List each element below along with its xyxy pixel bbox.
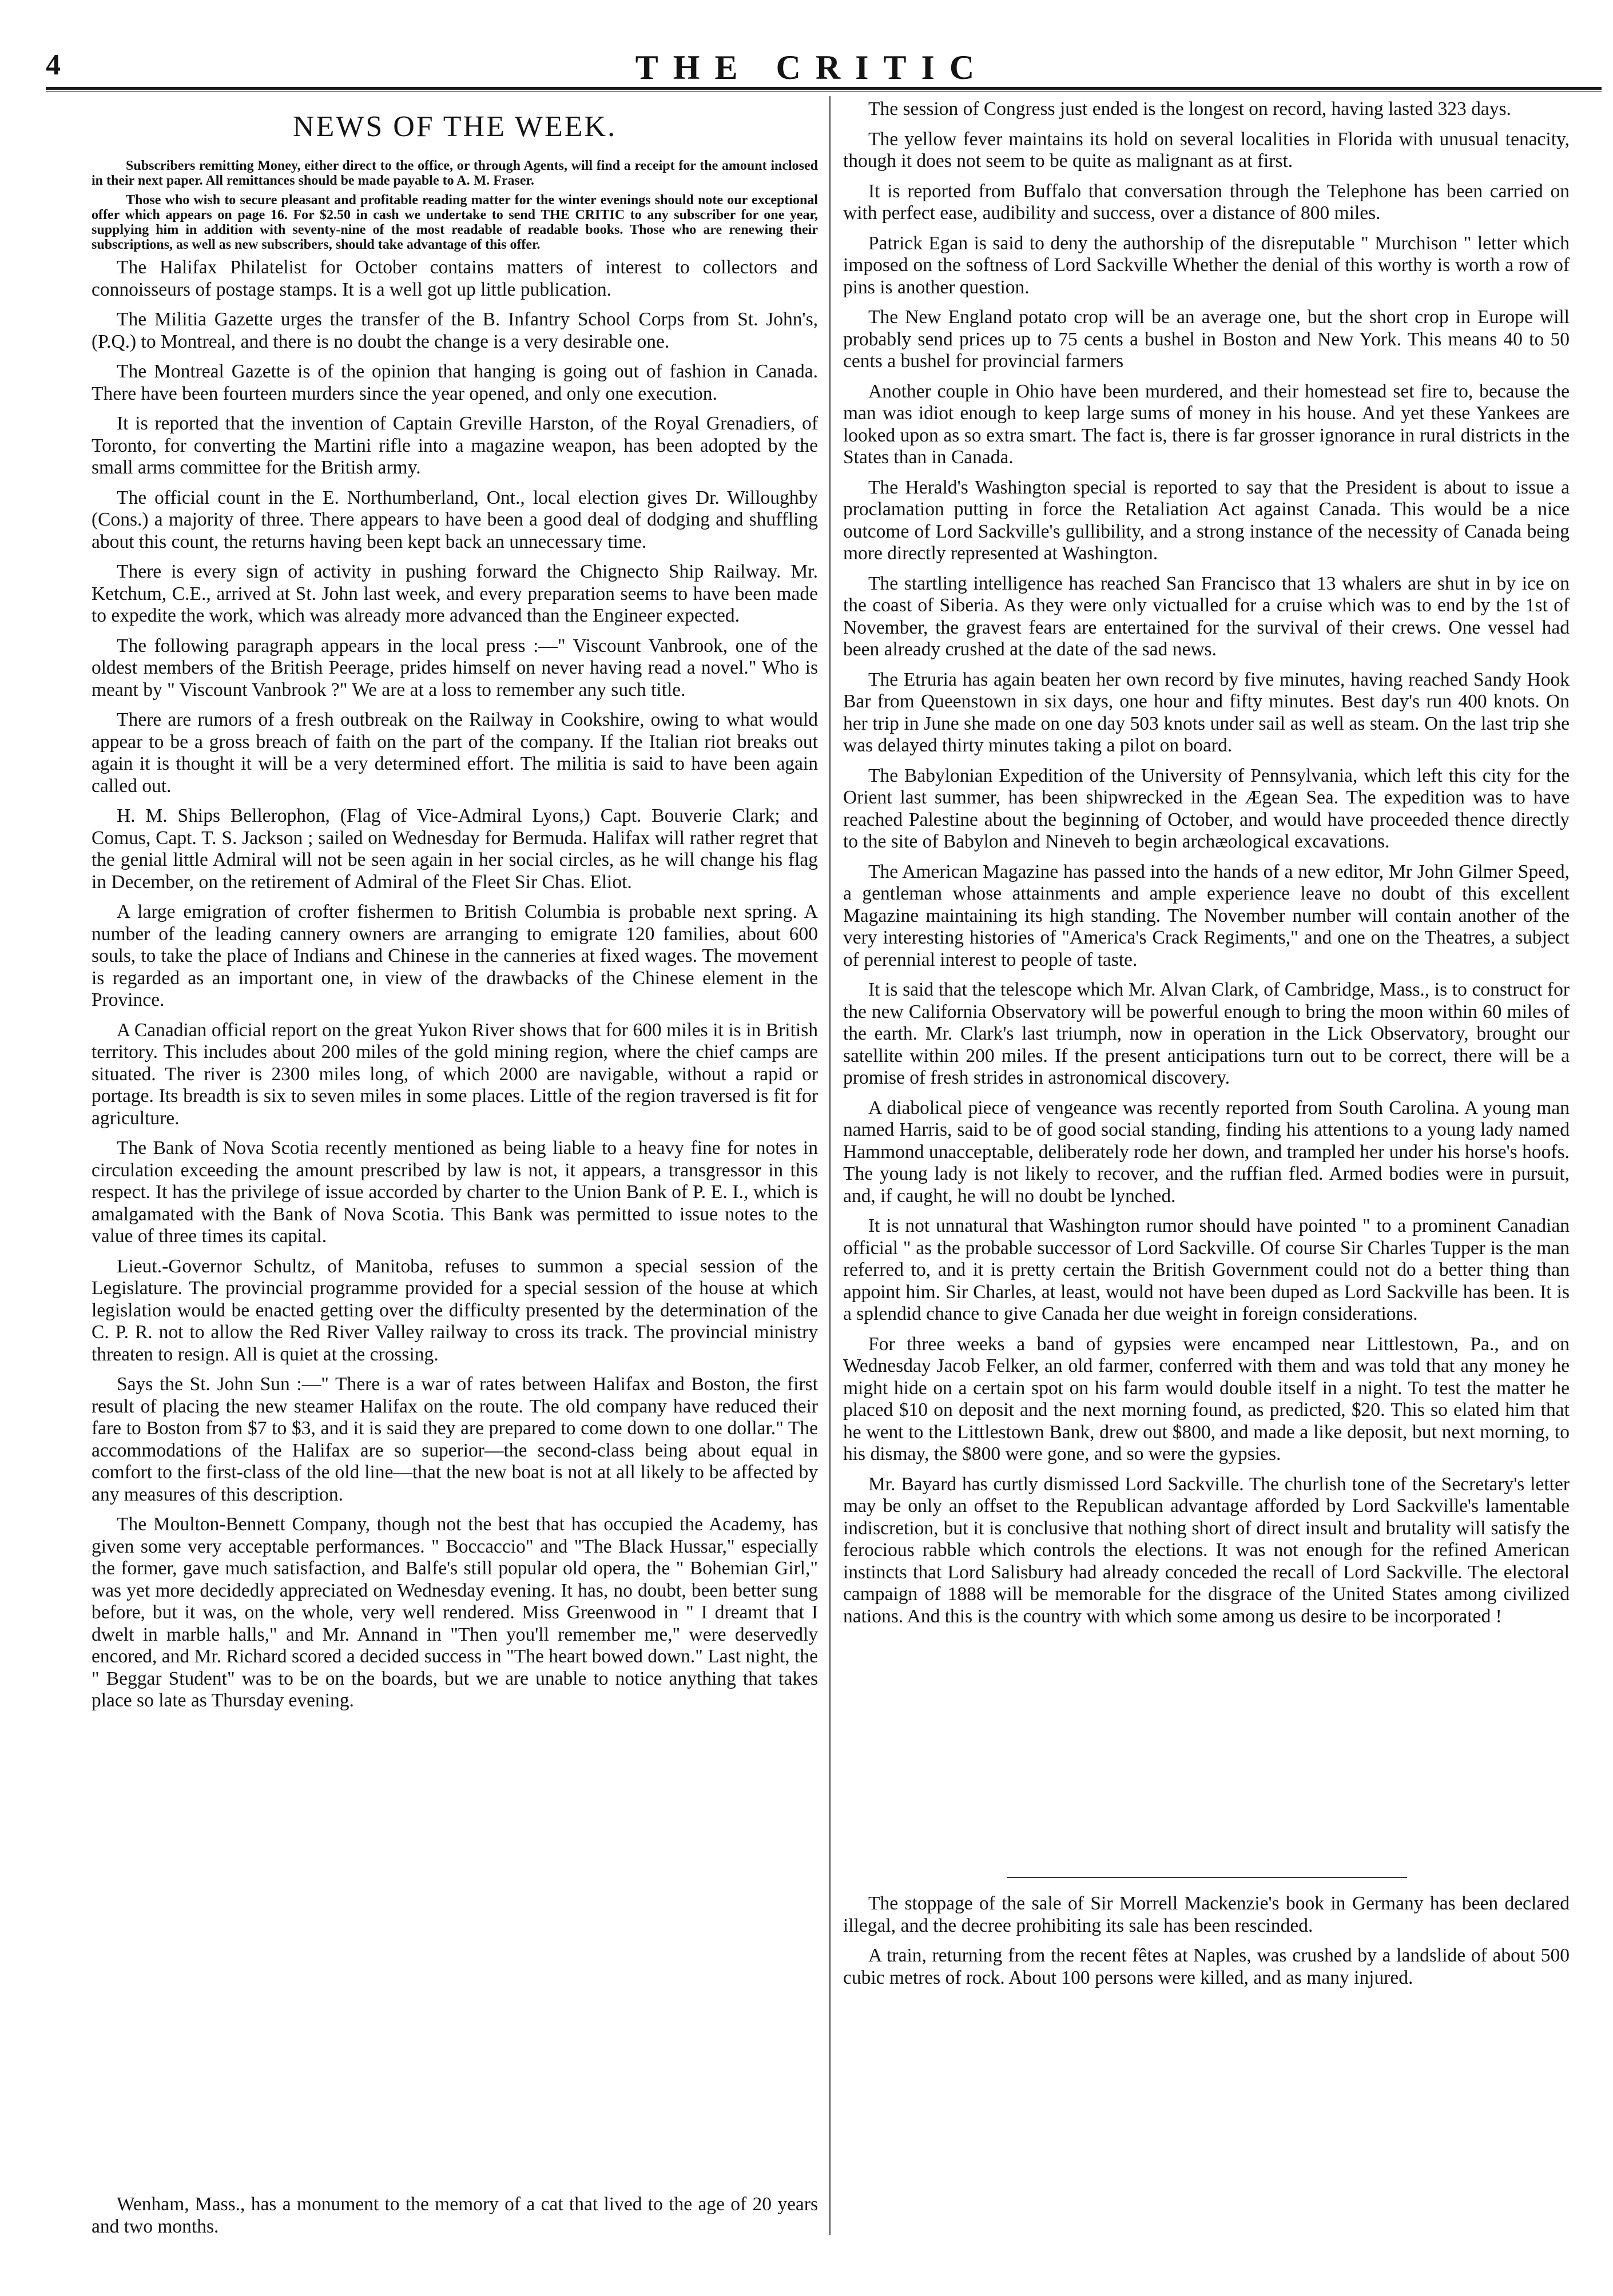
- news-item: For three weeks a band of gypsies were encamped near Littlestown, Pa., and on Wednesday Jacob Felker, an old farmer, conferred with them and was told that any money he might hide on a certain spot on his farm would double itself in a night. To test the matter he placed $10 on deposit and the next morning found, as predicted, $20. This so elated him that he went to the Littlestown Bank, drew out $800, and made a like deposit, but next morning, to his dismay, the $800 were gone, and so were the gypsies.: [843, 1333, 1570, 1465]
- news-item: It is reported from Buffalo that conversation through the Telephone has been carried on with perfect ease, audibility and success, over a distance of 800 miles.: [843, 180, 1570, 224]
- left-closing: [92, 2194, 818, 2246]
- section-heading: NEWS OF THE WEEK.: [292, 110, 617, 143]
- news-item: Says the St. John Sun :—" There is a war of rates between Halifax and Boston, the first result of placing the new steamer Halifax on the route. The old company have reduced their fare to Boston from $7 to $3, and it is said they are prepared to come down to one dollar." The accommodations of the Halifax are so superior—the second-class being about equal in comfort to the first-class of the old line—that the new boat is not at all likely to be affected by any measures of this description.: [92, 1374, 818, 1505]
- news-item: The Militia Gazette urges the transfer of the B. Infantry School Corps from St. John's, (P.Q.) to Montreal, and there is no doubt the change is a very desirable one.: [92, 309, 818, 352]
- news-item: The session of Congress just ended is the longest on record, having lasted 323 days.: [868, 98, 1511, 120]
- news-item: The New England potato crop will be an average one, but the short crop in Europe will probably send prices up to 75 cents a bushel in Boston and New York. This means 40 to 50 cents a bushel for provincial farmers: [843, 307, 1570, 372]
- news-item: The following paragraph appears in the local press :—" Viscount Vanbrook, one of the oldest members of the British Peerage, prides himself on never having read a novel." Who is meant by " Viscount Vanbrook ?" We are at a loss to remember any such title.: [92, 635, 818, 701]
- news-item: The yellow fever maintains its hold on several localities in Florida with unusual tenacity, though it does not seem to be quite as malignant as at first.: [843, 128, 1570, 172]
- masthead-rule: [46, 87, 1602, 90]
- news-item: Mr. Bayard has curtly dismissed Lord Sackville. The churlish tone of the Secretary's letter may be only an offset to the Republican advantage afforded by Lord Sackville's lamentable indiscretion, but it is conclusive that nothing short of direct insult and brutality will satisfy the ferocious rabble which controls the elections. It was not enough for the refined American instincts that Lord Salisbury had already conceded the recall of Lord Sackville. The electoral campaign of 1888 will be memorable for the disgrace of the United States among civilized nations. And this is the country with which some among us desire to be incorporated !: [843, 1473, 1570, 1627]
- left-column: [92, 98, 818, 1720]
- news-item: The Bank of Nova Scotia recently mentioned as being liable to a heavy fine for notes in circulation exceeding the amount prescribed by law is not, it appears, a transgressor in this respect. It has the privilege of issue accorded by charter to the Union Bank of P. E. I., which is amalgamated with the Bank of Nova Scotia. This Bank was permitted to issue notes to the value of three times its capital.: [92, 1137, 818, 1247]
- news-item: There is every sign of activity in pushing forward the Chignecto Ship Railway. Mr. Ketchum, C.E., arrived at St. John last week, and every preparation seems to have been made to expedite the work, which was already more advanced than the Engineer expected.: [92, 561, 818, 626]
- masthead: [34, 48, 1590, 86]
- news-item: The Halifax Philatelist for October contains matters of interest to collectors and connoisseurs of postage stamps. It is a well got up little publication.: [92, 257, 818, 300]
- news-item: A train, returning from the recent fêtes at Naples, was crushed by a landslide of about 500 cubic metres of rock. About 100 persons were killed, and as many injured.: [843, 1945, 1570, 1988]
- news-item: Another couple in Ohio have been murdered, and their homestead set fire to, because the man was idiot enough to keep large sums of money in his house. And yet these Yankees are looked upon as so extra smart. The fact is, there is far grosser ignorance in rural districts in the States than in Canada.: [843, 380, 1570, 468]
- right-column: [843, 98, 1570, 1636]
- section-separator: [1007, 1877, 1407, 1878]
- news-item: It is reported that the invention of Captain Greville Harston, of the Royal Grenadiers, of Toronto, for converting the Martini rifle into a magazine weapon, has been adopted by the small arms committee for the British army.: [92, 413, 818, 478]
- subscriber-notice: Subscribers remitting Money, either direct to the office, or through Agents, will find a receipt for the amount inclosed in their next paper. All remittances should be made payable to A. M. Fraser.: [92, 158, 818, 188]
- news-item: It is not unnatural that Washington rumor should have pointed " to a prominent Canadian official " as the probable successor of Lord Sackville. Of course Sir Charles Tupper is the man referred to, and it is pretty certain the British Government could not do a better thing than appoint him. Sir Charles, at least, would not have been duped as Lord Sackville has been. It is a splendid chance to give Canada her due weight in foreign considerations.: [843, 1215, 1570, 1324]
- news-item: The stoppage of the sale of Sir Morrell Mackenzie's book in Germany has been declared illegal, and the decree prohibiting its sale has been rescinded.: [843, 1893, 1570, 1936]
- newspaper-title: THE CRITIC: [635, 49, 990, 86]
- news-item: The official count in the E. Northumberland, Ont., local election gives Dr. Willoughby (Cons.) a majority of three. There appears to have been a good deal of dodging and shuffling about this count, the returns having been kept back an unnecessary time.: [92, 487, 818, 552]
- news-item: The startling intelligence has reached San Francisco that 13 whalers are shut in by ice on the coast of Siberia. As they were only victualled for a cruise which was to end by the 1st of November, the gravest fears are entertained for the survival of their crews. One vessel had been already crushed at the date of the sad news.: [843, 572, 1570, 660]
- news-item: A diabolical piece of vengeance was recently reported from South Carolina. A young man named Harris, said to be of good social standing, finding his attentions to a young lady named Hammond unacceptable, deliberately rode her down, and trampled her under his horse's hoofs. The young lady is not likely to recover, and the ruffian fled. Armed bodies were in pursuit, and, if caught, he will no doubt be lynched.: [843, 1097, 1570, 1207]
- news-item: Wenham, Mass., has a monument to the memory of a cat that lived to the age of 20 years and two months.: [92, 2194, 818, 2237]
- news-item: The Montreal Gazette is of the opinion that hanging is going out of fashion in Canada. There have been fourteen murders since the year opened, and only one execution.: [92, 361, 818, 404]
- news-item: The Herald's Washington special is reported to say that the President is about to issue a proclamation putting in force the Retaliation Act against Canada. This would be a nice outcome of Lord Sackville's gullibility, and a strong instance of the necessity of Canada being more directly represented at Washington.: [843, 476, 1570, 564]
- news-item: The Moulton-Bennett Company, though not the best that has occupied the Academy, has given some very acceptable performances. " Boccaccio" and "The Black Hussar," especially the former, gave much satisfaction, and Balfe's still popular old opera, the " Bohemian Girl," was yet more decidedly appreciated on Wednesday evening. It has, no doubt, been better sung before, but it was, on the whole, very well rendered. Miss Greenwood in " I dreamt that I dwelt in marble halls," and Mr. Annand in "Then you'll remember me," were deservedly encored, and Mr. Richard scored a decided success in "The heart bowed down." Last night, the " Beggar Student" was to be on the boards, but we are unable to notice anything that takes place so late as Thursday evening.: [92, 1514, 818, 1711]
- winter-offer-notice: Those who wish to secure pleasant and profitable reading matter for the winter evenings should note our exceptional offer which appears on page 16. For $2.50 in cash we undertake to send THE CRITIC to any subscriber for one year, supplying him in addition with seventy-nine of the most readable of readable books. Those who are renewing their subscriptions, as well as new subscribers, should take advantage of this offer.: [92, 193, 818, 252]
- news-item: The Etruria has again beaten her own record by five minutes, having reached Sandy Hook Bar from Queenstown in six days, one hour and fifty minutes. Best day's run 400 knots. On her trip in June she made on one day 503 knots under sail as well as steam. On the last trip she was delayed thirty minutes taking a pilot on board.: [843, 668, 1570, 756]
- news-item: There are rumors of a fresh outbreak on the Railway in Cookshire, owing to what would appear to be a gross breach of faith on the part of the company. If the Italian riot breaks out again it is thought it will be a very determined effort. The militia is said to have been again called out.: [92, 709, 818, 797]
- right-column-lower: [843, 1893, 1570, 1997]
- masthead-rule-thin: [46, 91, 1602, 92]
- news-item: It is said that the telescope which Mr. Alvan Clark, of Cambridge, Mass., is to construct for the new California Observatory will be powerful enough to bring the moon within 60 miles of the earth. Mr. Clark's last triumph, now in operation in the Lick Observatory, brought our satellite within 200 miles. If the present anticipations turn out to be correct, there will be a promise of fresh strides in astronomical discovery.: [843, 979, 1570, 1088]
- news-item: H. M. Ships Bellerophon, (Flag of Vice-Admiral Lyons,) Capt. Bouverie Clark; and Comus, Capt. T. S. Jackson ; sailed on Wednesday for Bermuda. Halifax will rather regret that the genial little Admiral will not be seen again in her social circles, as he will change his flag in December, on the retirement of Admiral of the Fleet Sir Chas. Eliot.: [92, 805, 818, 893]
- news-item: A large emigration of crofter fishermen to British Columbia is probable next spring. A number of the leading cannery owners are arranging to emigrate 120 families, about 600 souls, to take the place of Indians and Chinese in the canneries at fixed wages. The movement is regarded as an important one, in view of the drawbacks of the Chinese element in the Province.: [92, 901, 818, 1010]
- news-item: Patrick Egan is said to deny the authorship of the disreputable " Murchison " letter which imposed on the softness of Lord Sackville Whether the denial of this worthy is worth a row of pins is another question.: [843, 232, 1570, 298]
- news-item: The Babylonian Expedition of the University of Pennsylvania, which left this city for the Orient last summer, has been shipwrecked in the Ægean Sea. The expedition was to have reached Palestine about the beginning of October, and would have proceeded thence directly to the site of Babylon and Nineveh to begin archæological excavations.: [843, 765, 1570, 852]
- page-number: 4: [46, 49, 61, 81]
- column-divider: [829, 96, 831, 2235]
- news-item: The American Magazine has passed into the hands of a new editor, Mr John Gilmer Speed, a gentleman whose attainments and ample experience leave no doubt of this excellent Magazine maintaining its high standing. The November number will contain another of the very interesting histories of "America's Crack Regiments," and one on the Theatres, a subject of perennial interest to people of taste.: [843, 861, 1570, 970]
- news-item: Lieut.-Governor Schultz, of Manitoba, refuses to summon a special session of the Legislature. The provincial programme provided for a special session of the house at which legislation would be enacted getting over the difficulty presented by the determination of the C. P. R. not to allow the Red River Valley railway to cross its track. The provincial ministry threaten to resign. All is quiet at the crossing.: [92, 1255, 818, 1365]
- news-item: A Canadian official report on the great Yukon River shows that for 600 miles it is in British territory. This includes about 200 miles of the gold mining region, where the chief camps are situated. The river is 2300 miles long, of which 2000 are navigable, without a rapid or portage. Its breadth is six to seven miles in some places. Little of the region traversed is fit for agriculture.: [92, 1019, 818, 1129]
